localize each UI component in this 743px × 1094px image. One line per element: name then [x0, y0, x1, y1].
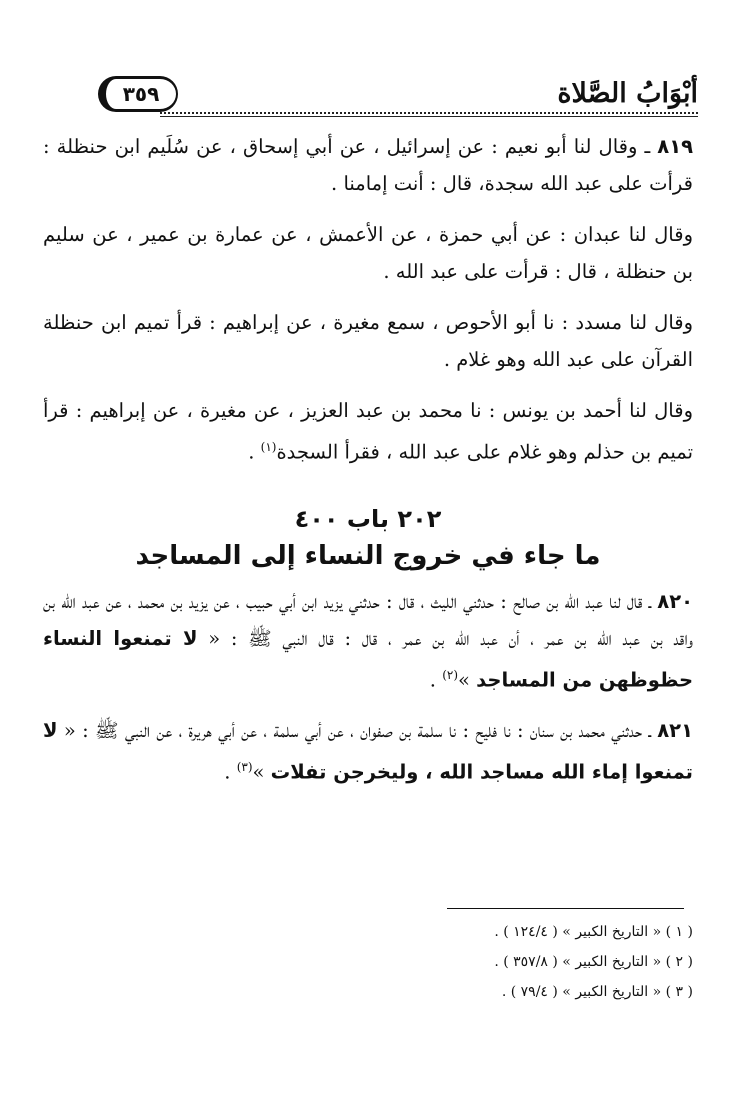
footnote-ref: (٣): [236, 760, 253, 774]
footnote-ref: (١): [260, 440, 277, 454]
footnote-ref: (٢): [442, 667, 459, 682]
quote-close: »: [458, 668, 477, 691]
paragraph-819: [43, 128, 693, 202]
paragraph: [43, 216, 693, 290]
footnotes: [43, 922, 693, 1012]
hadith-quote: لا تمنعوا النساء حظوظهن من المساجد: [43, 626, 693, 691]
paragraph: [43, 304, 693, 378]
header-dotted-rule: [160, 112, 698, 114]
paragraph-text: وقال لنا أحمد بن يونس : نا محمد بن عبد العزيز ، عن مغيرة ، عن إبراهيم : قرأ تميم بن حذلم وهو غلام على عبد الله ، فقرأ السجدة: [43, 399, 693, 464]
running-title: أبْوَابُ الصَّلاة: [557, 78, 698, 109]
footnote: ( ٣ ) « التاريخ الكبير » ( ٧٩/٤ ) .: [501, 984, 693, 1000]
page-body: [43, 128, 693, 805]
footnote-separator: [447, 908, 684, 909]
hadith-quote: لا تمنعوا إماء الله مساجد الله ، وليخرجن تفلات: [43, 719, 693, 784]
paragraph-text: وقال لنا عبدان : عن أبي حمزة ، عن الأعمش ، عن عمارة بن عمير ، عن سليم بن حنظلة ، قال : قرأت على عبد الله .: [43, 223, 693, 283]
footnote: ( ٢ ) « التاريخ الكبير » ( ٣٥٧/٨ ) .: [494, 954, 693, 970]
hadith-number: ٨٢٠: [657, 589, 694, 613]
paragraph-tail: .: [429, 668, 443, 691]
paragraph-text: ـ قال لنا عبد الله بن صالح : حدثني الليث ، قال : حدثني يزيد ابن أبي حبيب ، عن يزيد بن محمد ، عن عبد الله بن واقد بن عبد الله بن عمر ، أن عبد الله بن عمر ، قال : قال النبي ﷺ : «: [43, 589, 693, 650]
hadith-number: ٨١٩: [657, 135, 694, 158]
paragraph-tail: .: [224, 760, 237, 784]
page-header: [98, 72, 698, 118]
paragraph-text: ـ وقال لنا أبو نعيم : عن إسرائيل ، عن أبي إسحاق ، عن سُلَيم ابن حنظلة : قرأت على عبد الله سجدة، قال : أنت إمامنا .: [43, 135, 693, 195]
paragraph-tail: .: [248, 440, 261, 464]
footnote: ( ١ ) « التاريخ الكبير » ( ١٢٤/٤ ) .: [494, 924, 693, 940]
paragraph-821: [43, 712, 693, 791]
chapter-number: ٢٠٢ باب ٤٠٠: [294, 504, 442, 533]
paragraph-text: وقال لنا مسدد : نا أبو الأحوص ، سمع مغيرة ، عن إبراهيم : قرأ تميم ابن حنظلة القرآن على عبد الله وهو غلام .: [43, 311, 693, 371]
paragraph: [43, 392, 693, 471]
page-number: ٣٥٩: [98, 76, 178, 112]
paragraph-820: [43, 583, 693, 699]
header-rule: [160, 116, 698, 117]
quote-close: »: [252, 760, 271, 784]
paragraph-text: ـ حدثني محمد بن سنان : نا فليح : نا سلمة بن صفوان ، عن أبي سلمة ، عن أبي هريرة ، عن النبي ﷺ : «: [57, 719, 651, 742]
chapter-title: ما جاء في خروج النساء إلى المساجد: [135, 540, 601, 571]
hadith-number: ٨٢١: [657, 719, 693, 742]
